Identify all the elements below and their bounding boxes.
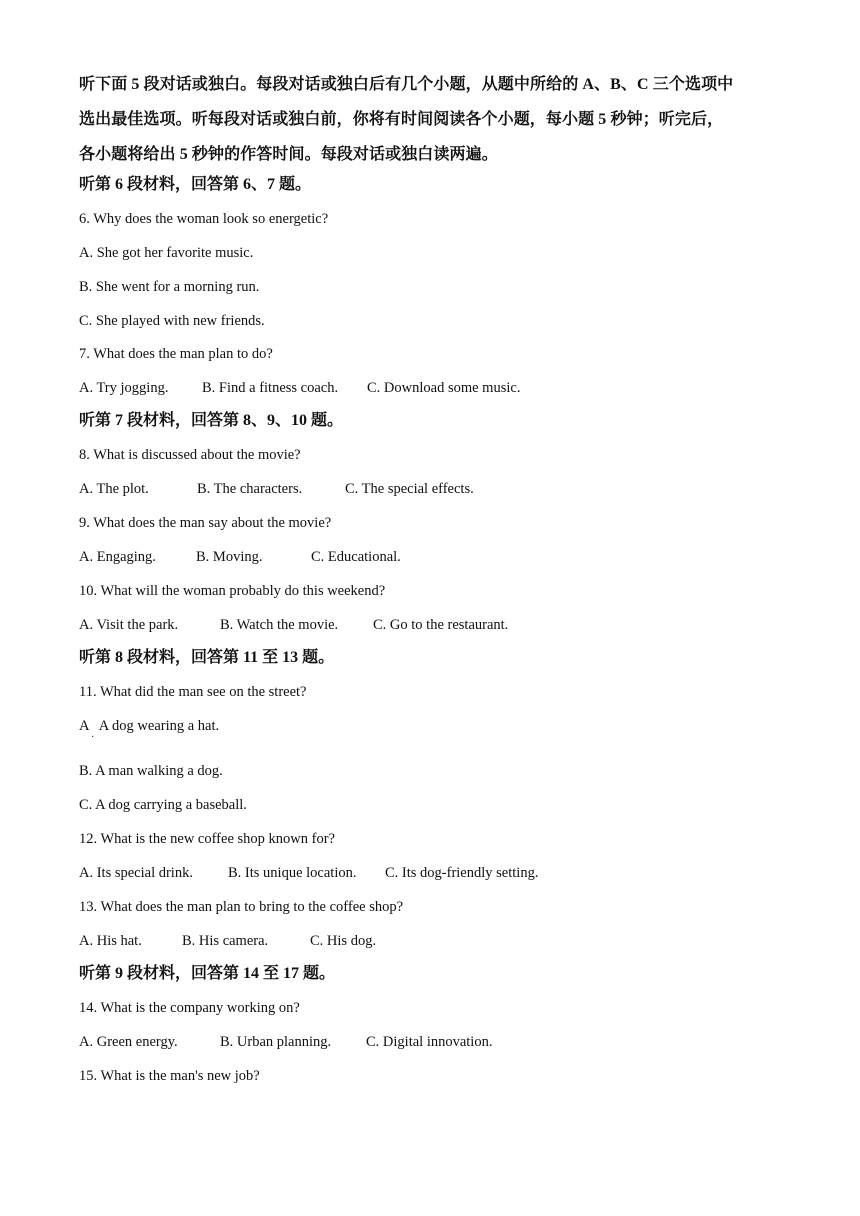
section-heading: 听第 9 段材料，回答第 14 至 17 题。: [79, 965, 336, 982]
option-row: [79, 480, 474, 498]
option-b: B. Its unique location.: [228, 865, 357, 881]
option-row: [79, 1033, 492, 1051]
option-row: [79, 379, 520, 397]
option-b: B. Urban planning.: [220, 1034, 332, 1050]
question-stem: 12. What is the new coffee shop known for?: [79, 831, 335, 847]
section-heading: 听第 8 段材料，回答第 11 至 13 题。: [79, 649, 335, 666]
question-stem: 8. What is discussed about the movie?: [79, 447, 301, 463]
instructions-line: 选出最佳选项。听每段对话或独白前，你将有时间阅读各个小题，每小题 5 秒钟；听完后，: [79, 111, 724, 128]
option-a: A. Try jogging.: [79, 380, 169, 396]
question-stem: 14. What is the company working on?: [79, 1000, 300, 1016]
stray-dot-mark: ·: [91, 732, 95, 743]
option-c: C. She played with new friends.: [79, 313, 265, 329]
question-stem: 7. What does the man plan to do?: [79, 346, 273, 362]
option-a: A. His hat.: [79, 933, 142, 949]
question-stem: 9. What does the man say about the movie?: [79, 515, 332, 531]
option-b: B. A man walking a dog.: [79, 763, 223, 779]
option-c: C. The special effects.: [345, 481, 474, 497]
question-stem: 13. What does the man plan to bring to the coffee shop?: [79, 899, 404, 915]
option-c: C. Educational.: [311, 549, 401, 565]
listening-instructions: [79, 67, 799, 172]
option-row: [79, 932, 376, 950]
option-a: A. She got her favorite music.: [79, 245, 254, 261]
question-stem: 11. What did the man see on the street?: [79, 684, 307, 700]
section-heading: 听第 7 段材料，回答第 8、9、10 题。: [79, 412, 344, 429]
option-row: [79, 616, 508, 634]
option-c: C. Go to the restaurant.: [373, 617, 509, 633]
option-c: C. Its dog-friendly setting.: [385, 865, 539, 881]
option-b: B. Moving.: [196, 549, 263, 565]
option-a: A. The plot.: [79, 481, 149, 497]
instructions-line: 各小题将给出 5 秒钟的作答时间。每段对话或独白读两遍。: [79, 146, 498, 163]
question-stem: 10. What will the woman probably do this weekend?: [79, 583, 386, 599]
option-b: B. His camera.: [182, 933, 269, 949]
instructions-line: 听下面 5 段对话或独白。每段对话或独白后有几个小题，从题中所给的 A、B、C 三个选项中: [79, 76, 734, 93]
question-stem: 6. Why does the woman look so energetic?: [79, 211, 329, 227]
section-heading: 听第 6 段材料，回答第 6、7 题。: [79, 176, 312, 193]
option-a: A A dog wearing a hat.: [79, 718, 220, 734]
option-a: A. Its special drink.: [79, 865, 193, 881]
option-a: A. Green energy.: [79, 1034, 178, 1050]
option-b: B. The characters.: [197, 481, 303, 497]
option-b: B. Watch the movie.: [220, 617, 339, 633]
option-a: A. Visit the park.: [79, 617, 179, 633]
option-c: C. A dog carrying a baseball.: [79, 797, 247, 813]
option-b: B. She went for a morning run.: [79, 279, 260, 295]
option-c: C. Download some music.: [367, 380, 521, 396]
option-c: C. His dog.: [310, 933, 377, 949]
option-b: B. Find a fitness coach.: [202, 380, 339, 396]
option-a: A. Engaging.: [79, 549, 156, 565]
option-c: C. Digital innovation.: [366, 1034, 493, 1050]
option-row: [79, 864, 538, 882]
question-stem: 15. What is the man's new job?: [79, 1068, 260, 1084]
option-row: [79, 548, 401, 566]
